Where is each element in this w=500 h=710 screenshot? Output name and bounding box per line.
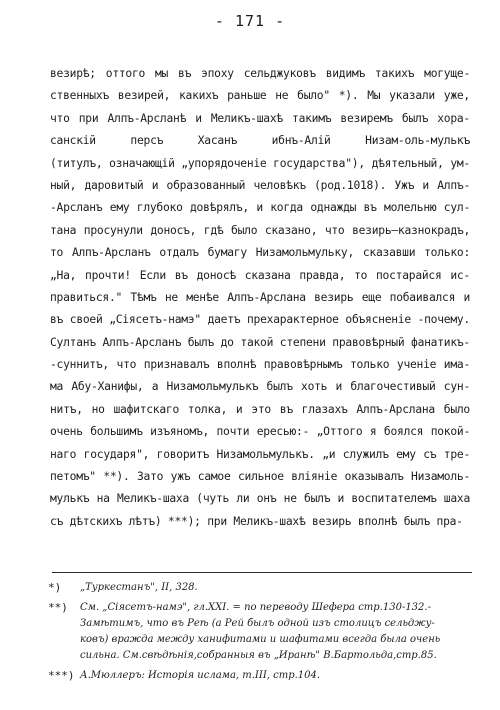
text-line: мулькъ на Меликъ-шаха (чуть ли онъ не былъ и воспитателемъ шаха (50, 492, 470, 506)
footnote (48, 668, 478, 684)
footnote (48, 600, 478, 664)
footnote-line: А.Мюллеръ: Исторія ислама, т.III, стр.104. (80, 670, 321, 681)
text-line: ма Абу-Ханифы, а Низамольмулькъ былъ хоть и благочестивый сун- (50, 380, 470, 394)
text-line: (титулъ, означающій „упорядоченіе государства"), дѣятельный, ум- (50, 156, 470, 170)
footnotes (48, 580, 478, 688)
text-line: -суннитъ, что признавалъ вполнѣ правовѣрнымъ только ученіе има- (50, 358, 470, 372)
body-text (50, 63, 470, 533)
footnote-marker: **) (48, 601, 68, 614)
text-line: санскій персъ Хасанъ ибнъ-Алій Низам-оль-мулькъ (50, 134, 470, 148)
text-line: нитъ, но шафитскаго толка, и это въ глазахъ Алпъ-Арслана было (50, 402, 470, 416)
text-line: что при Алпъ-Арсланѣ и Меликъ-шахѣ такимъ везиремъ былъ хора- (50, 111, 470, 125)
footnote-line: „Туркестанъ", II, 328. (80, 582, 198, 593)
footnote-line: Замѣтимъ, что въ Реѣ (а Рей былъ одной изъ столицъ сельджу- (80, 618, 435, 629)
footnote-line: ковъ) вражда между ханифитами и шафитами всегда была очень (80, 634, 441, 645)
text-line: Султанъ Алпъ-Арсланъ былъ до такой степени правовѣрный фанатикъ- (50, 335, 470, 349)
text-line: „На, прочти! Если въ доносѣ сказана правда, то постарайся ис- (50, 268, 470, 282)
page-number: - 171 - (214, 12, 286, 30)
text-line: везирѣ; оттого мы въ эпоху сельджуковъ видимъ такихъ могуще- (50, 67, 470, 80)
footnote-line: сильна. См.свѣдѣнія,собранныя въ „Иранѣ" В.Бартольда,стр.85. (80, 650, 437, 661)
text-line: то Алпъ-Арсланъ отдалъ бумагу Низамольмульку, сказавши только: (50, 246, 470, 260)
text-line: очень большимъ изъяномъ, почти ересью:- „Оттого я боялся покой- (50, 425, 470, 439)
footnote-separator (52, 572, 472, 573)
text-line: тана просунули доносъ, гдѣ было сказано, что везирь—казнокрадъ, (50, 223, 470, 237)
text-line: ный, даровитый и образованный человѣкъ (род.1018). Ужъ и Алпъ- (50, 178, 470, 192)
text-line: наго государя", говоритъ Низамольмулькъ. „и служилъ ему съ тре- (50, 447, 470, 461)
footnote-line: См. „Сіясетъ-намэ", гл.XXI. = по переводу Шефера стр.130-132.- (80, 602, 431, 613)
footnote-marker: ***) (48, 669, 75, 682)
text-line: съ дѣтскихъ лѣтъ) ***); при Меликъ-шахѣ везирь вполнѣ былъ пра- (50, 514, 463, 528)
text-line: -Арсланъ ему глубоко довѣрялъ, и когда однажды въ молельню сул- (50, 201, 470, 215)
text-line: въ своей „Сіясетъ-намэ" даетъ прехарактерное объясненіе -почему. (50, 313, 470, 327)
text-line: правиться." Тѣмъ не менѣе Алпъ-Арслана везирь еще побаивался и (50, 290, 470, 304)
text-line: петомъ" **). Зато ужъ самое сильное вліяніе оказывалъ Низамоль- (50, 470, 470, 484)
text-line: ственныхъ везирей, какихъ раньше не было" *). Мы указали уже, (50, 89, 470, 103)
footnote (48, 580, 478, 596)
footnote-marker: *) (48, 581, 62, 594)
